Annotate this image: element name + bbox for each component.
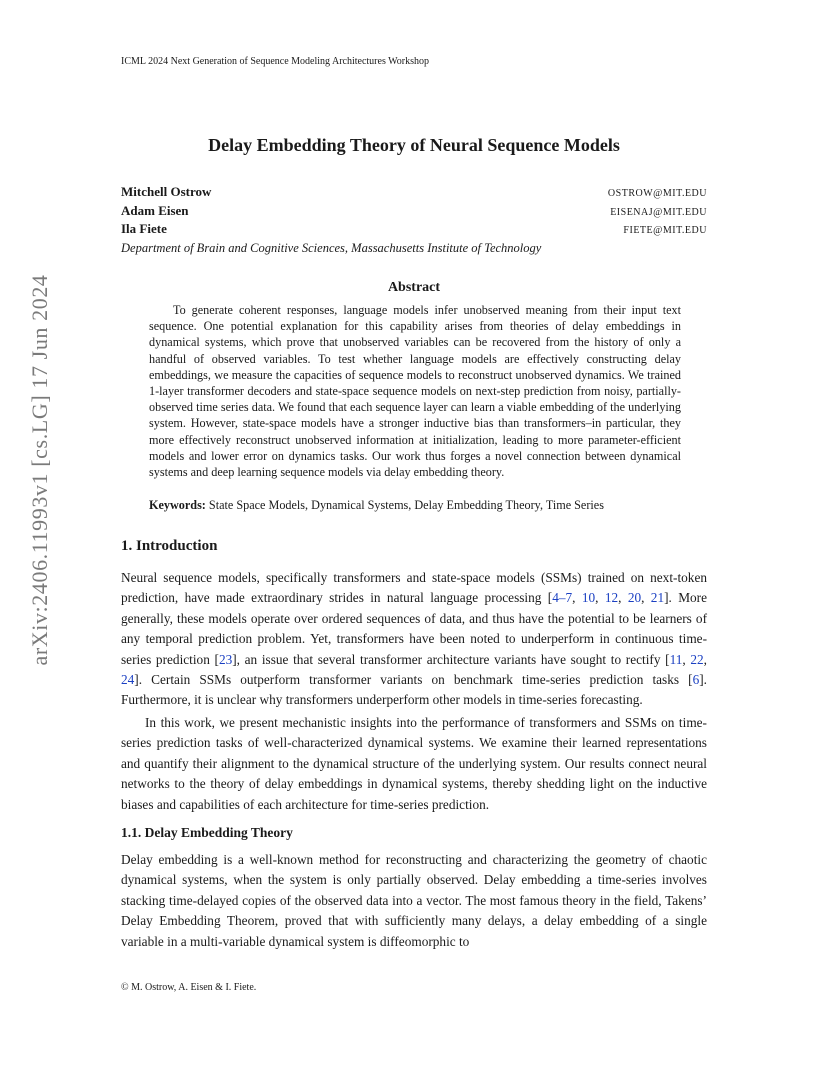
author-name: Mitchell Ostrow <box>121 184 212 199</box>
copyright-footer: © M. Ostrow, A. Eisen & I. Fiete. <box>121 982 257 993</box>
text-run: ]. Certain SSMs outperform transformer variants on benchmark time-series prediction tasks [ <box>134 672 693 688</box>
text-run: , <box>641 590 651 606</box>
text-run: , <box>682 651 691 667</box>
citation-link[interactable]: 10 <box>581 590 596 606</box>
author-row <box>121 221 707 240</box>
delay-paragraph-1: Delay embedding is a well-known method for reconstructing and characterizing the geometry of chaotic dynamical systems, when the system is only partially observed. Delay embedding a time-series involves stacking time-delayed copies of the observed data into a vector. The most famous theory in the field, Takens’ Delay Embedding Theorem, proved that with sufficiently many delays, a delay embedding of a single variable in a multi-variable dynamical system is diffeomorphic to <box>121 852 707 949</box>
citation-link[interactable]: 4–7 <box>552 590 573 606</box>
citation-link[interactable]: 6 <box>692 672 700 688</box>
text-run: , <box>703 651 707 667</box>
author-block <box>121 184 707 256</box>
paper-title: Delay Embedding Theory of Neural Sequence Models <box>208 135 620 155</box>
arxiv-stamp[interactable]: arXiv:2406.11993v1 [cs.LG] 17 Jun 2024 <box>27 274 52 666</box>
author-row <box>121 184 707 203</box>
citation-link[interactable]: 11 <box>669 651 683 667</box>
text-run: Neural sequence models, specifically transformers and state-space models (SSMs) trained on next-token prediction, have made extraordinary strides in natural language processing [ <box>121 570 707 606</box>
text-run: ]. More generally, these models operate over ordered sequences of data, and thus have the potential to be learners of any temporal prediction problem. Yet, transformers have been noted to underperform in continuous time-series prediction [ <box>121 590 708 667</box>
author-name: Ila Fiete <box>121 221 167 236</box>
author-name: Adam Eisen <box>121 202 189 218</box>
keywords-label: Keywords: <box>149 498 206 512</box>
author-email[interactable]: FIETE@MIT.EDU <box>623 225 707 236</box>
citation-link[interactable]: 24 <box>121 672 135 688</box>
author-email[interactable]: OSTROW@MIT.EDU <box>607 188 707 199</box>
text-run: , <box>572 590 582 606</box>
citation-link[interactable]: 23 <box>218 651 233 667</box>
citation-link[interactable]: 20 <box>627 590 642 606</box>
citation-link[interactable]: 12 <box>604 590 619 606</box>
text-run: ]. Furthermore, it is unclear why transformers underperform other models in time-series forecasting. <box>121 672 707 708</box>
text-run: , <box>618 590 628 606</box>
author-email[interactable]: EISENAJ@MIT.EDU <box>610 206 707 218</box>
abstract-heading: Abstract <box>387 280 441 295</box>
author-row <box>121 203 707 222</box>
venue-header: ICML 2024 Next Generation of Sequence Modeling Architectures Workshop <box>121 56 430 67</box>
subsection-heading-delay-embedding: 1.1. Delay Embedding Theory <box>121 825 293 840</box>
affiliation: Department of Brain and Cognitive Sciences, Massachusetts Institute of Technology <box>121 240 542 255</box>
section-heading-introduction: 1. Introduction <box>121 538 218 554</box>
keywords-list: State Space Models, Dynamical Systems, Delay Embedding Theory, Time Series <box>208 498 604 512</box>
text-run: ], an issue that several transformer architecture variants have sought to rectify [ <box>232 651 670 667</box>
keywords <box>149 498 709 513</box>
intro-paragraph-2: In this work, we present mechanistic insights into the performance of transformers and SSMs on time-series prediction tasks of well-characterized dynamical systems. We examine their learned representations and quantify their alignment to the dynamical structure of the underlying system. Our results connect neural networks to the theory of delay embeddings in dynamical systems, thereby shedding light on the inductive biases and capabilities of each architecture for time-series prediction. <box>121 715 707 812</box>
text-run: , <box>595 590 605 606</box>
citation-link[interactable]: 21 <box>650 590 665 606</box>
citation-link[interactable]: 22 <box>690 651 704 667</box>
abstract-text: To generate coherent responses, language models infer unobserved meaning from their input text sequence. One potential explanation for this capability arises from theories of delay embeddings in dynamical systems, which prove that unobserved variables can be recovered from the history of only a handful of observed variables. To test whether language models are effectively constructing delay embeddings, we measure the capacities of sequence models to reconstruct unobserved dynamics. We trained 1-layer transformer decoders and state-space sequence models on next-step prediction from noisy, partially-observed time series data. We found that each sequence layer can learn a viable embedding of the underlying system. However, state-space models have a stronger inductive bias than transformers–in particular, they more effectively reconstruct unobserved information at initialization, leading to more parameter-efficient models and lower error on dynamics tasks. Our work thus forges a novel connection between dynamical systems and deep learning sequence models via delay embedding theory. <box>149 303 681 480</box>
intro-paragraph-1 <box>121 568 707 711</box>
